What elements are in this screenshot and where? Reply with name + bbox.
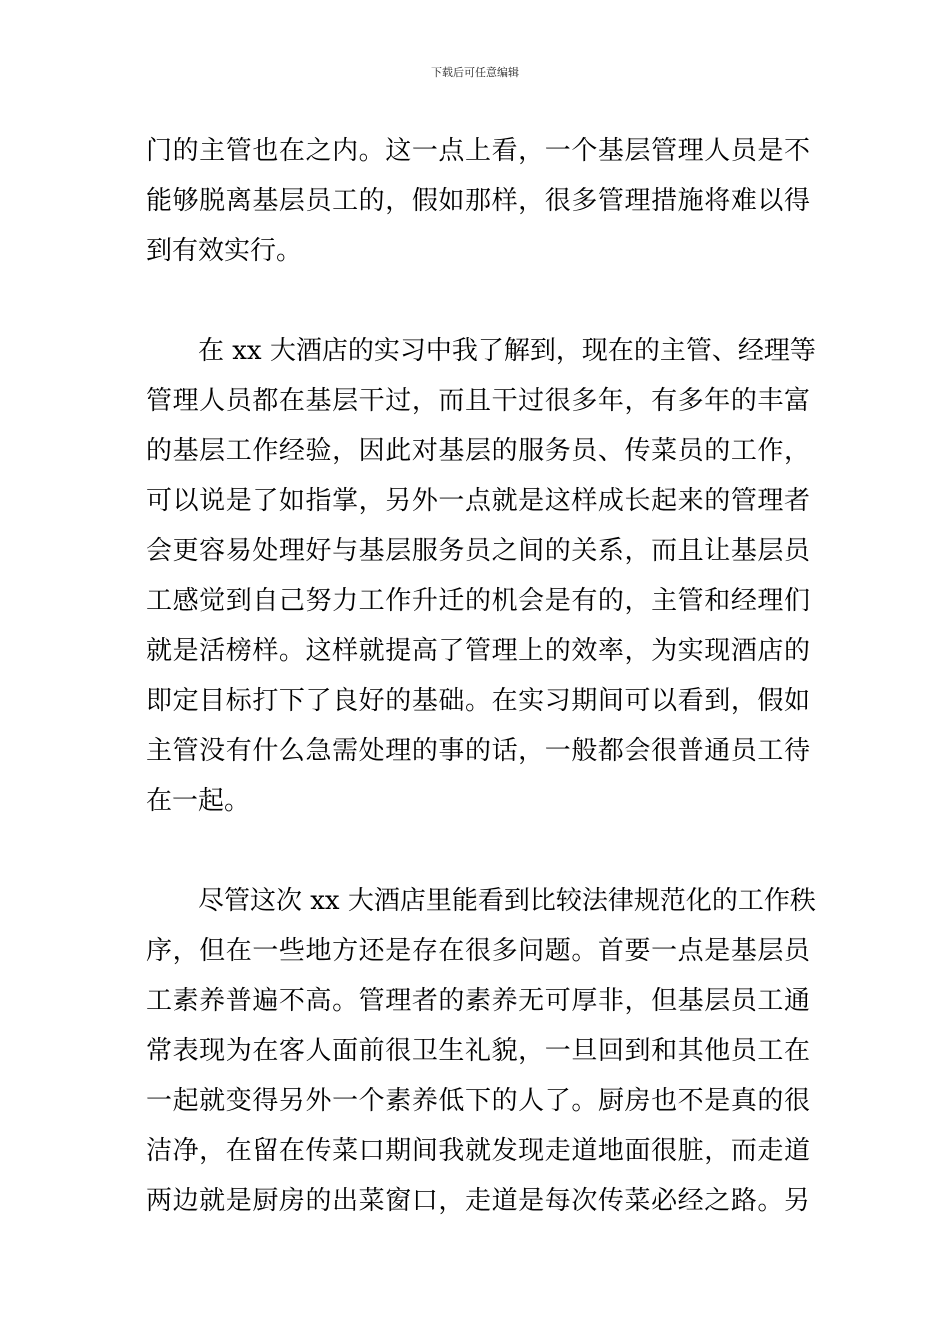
text-line: 会更容易处理好与基层服务员之间的关系，而且让基层员: [146, 536, 810, 566]
text-line: 到有效实行。: [146, 236, 303, 266]
text-line: 管理人员都在基层干过，而且干过很多年，有多年的丰富: [146, 386, 810, 416]
text-line: 常表现为在客人面前很卫生礼貌，一旦回到和其他员工在: [146, 1036, 810, 1066]
document-body: [146, 126, 816, 1226]
paragraph: [146, 326, 816, 826]
text-line: 就是活榜样。这样就提高了管理上的效率，为实现酒店的: [146, 636, 810, 666]
text-line: 序，但在一些地方还是存在很多问题。首要一点是基层员: [146, 936, 810, 966]
text-line: 一起就变得另外一个素养低下的人了。厨房也不是真的很: [146, 1086, 810, 1116]
text-line: 两边就是厨房的出菜窗口，走道是每次传菜必经之路。另: [146, 1186, 810, 1216]
text-line: 可以说是了如指掌，另外一点就是这样成长起来的管理者: [146, 486, 810, 516]
paragraph: [146, 126, 810, 276]
paragraph-gap: [146, 276, 810, 326]
paragraph: [146, 876, 816, 1226]
text-line: 洁净，在留在传菜口期间我就发现走道地面很脏，而走道: [146, 1136, 810, 1166]
text-line: 门的主管也在之内。这一点上看，一个基层管理人员是不: [146, 136, 810, 166]
text-line: 工感觉到自己努力工作升迁的机会是有的，主管和经理们: [146, 586, 810, 616]
header-note: 下载后可任意编辑: [431, 66, 519, 79]
text-line: 能够脱离基层员工的，假如那样，很多管理措施将难以得: [146, 186, 810, 216]
text-line: 的基层工作经验，因此对基层的服务员、传菜员的工作，: [146, 436, 810, 466]
text-line: 工素养普遍不高。管理者的素养无可厚非，但基层员工通: [146, 986, 810, 1016]
text-line: 在 xx 大酒店的实习中我了解到，现在的主管、经理等: [198, 336, 816, 366]
paragraph-gap: [146, 826, 810, 876]
text-line: 在一起。: [146, 786, 251, 816]
text-line: 主管没有什么急需处理的事的话，一般都会很普通员工待: [146, 736, 810, 766]
text-line: 即定目标打下了良好的基础。在实习期间可以看到，假如: [146, 686, 810, 716]
text-line: 尽管这次 xx 大酒店里能看到比较法律规范化的工作秩: [198, 886, 816, 916]
